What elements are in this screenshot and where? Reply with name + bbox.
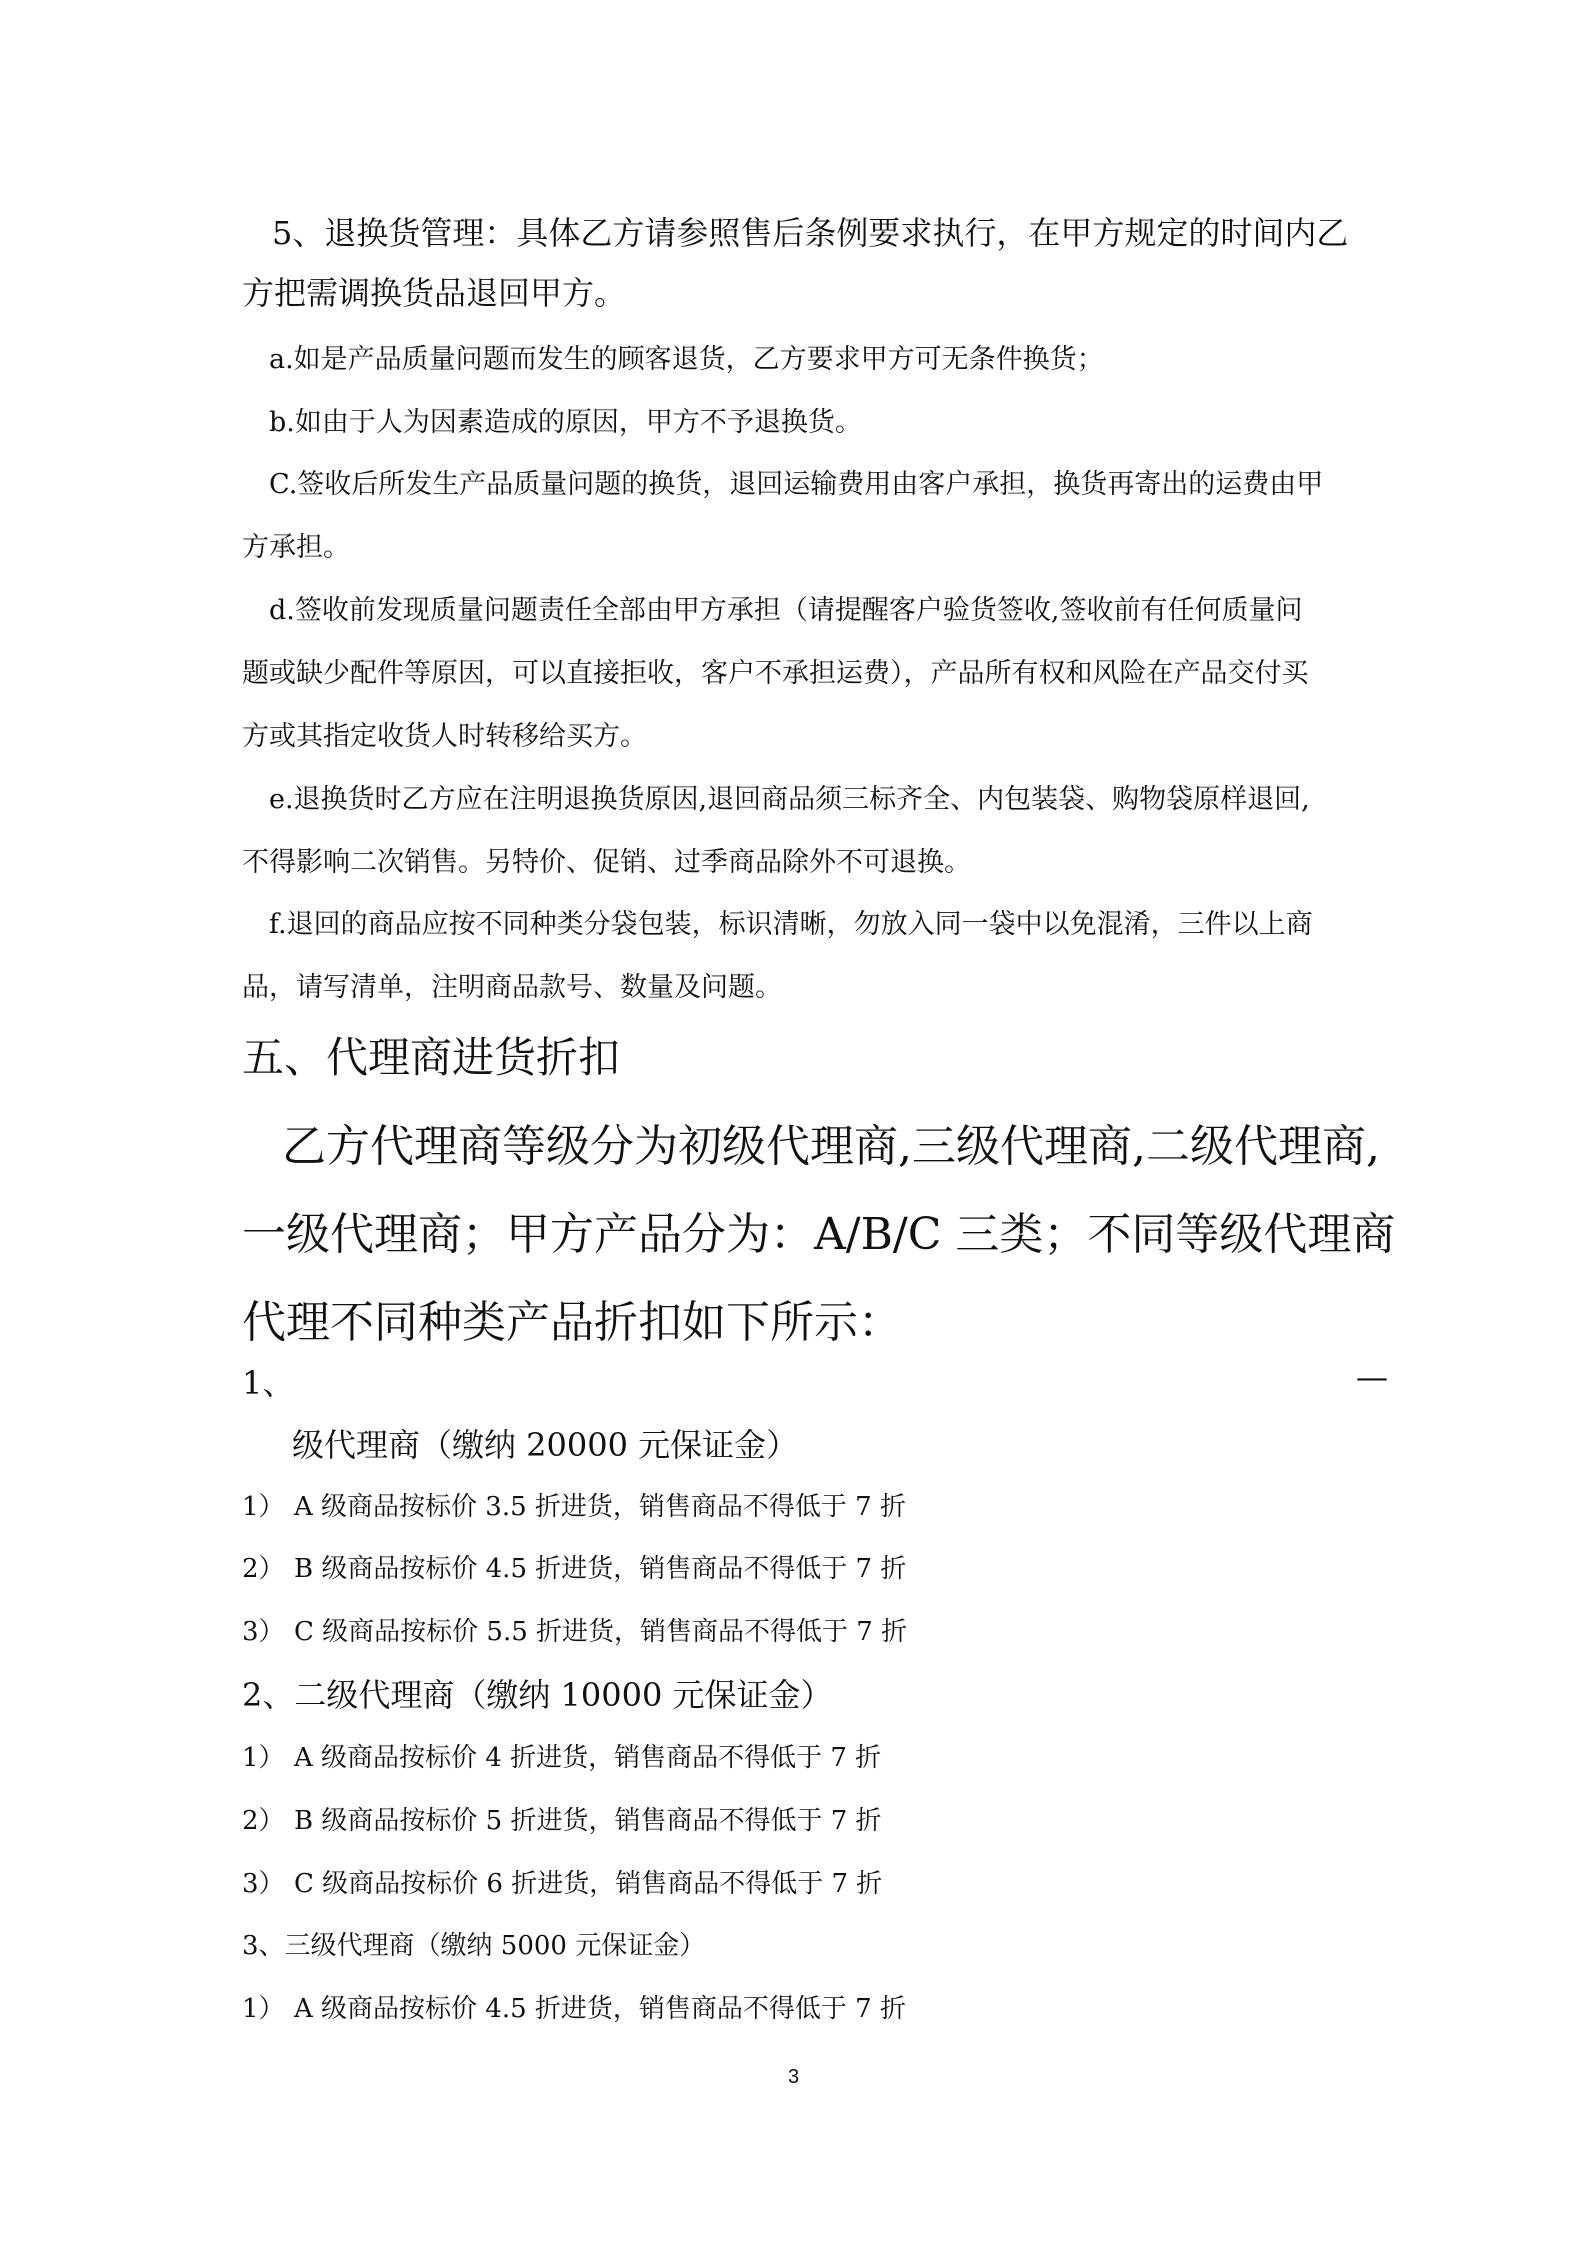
tier1-item — [242, 1611, 907, 1648]
tier1-heading-row — [242, 1358, 1388, 1404]
list-number: 2） — [242, 1554, 285, 1584]
list-number: 3） — [242, 1617, 285, 1647]
returns-item-e-line-1: e.退换货时乙方应在注明退换货原因,退回商品须三标齐全、内包装袋、购物袋原样退回, — [269, 784, 1310, 815]
returns-item-f-line-2: 品，请写清单，注明商品款号、数量及问题。 — [242, 972, 782, 1003]
list-text: A 级商品按标价 3.5 折进货，销售商品不得低于 7 折 — [294, 1492, 906, 1522]
tier1-item — [242, 1486, 906, 1523]
list-number: 3） — [242, 1869, 285, 1899]
list-text: C 级商品按标价 6 折进货，销售商品不得低于 7 折 — [294, 1869, 883, 1899]
list-text: A 级商品按标价 4.5 折进货，销售商品不得低于 7 折 — [294, 1994, 906, 2024]
list-number: 1） — [242, 1743, 285, 1773]
returns-item-f-line-1: f.退回的商品应按不同种类分袋包装，标识清晰，勿放入同一袋中以免混淆，三件以上商 — [269, 909, 1313, 940]
tier1-number: 1、 — [242, 1364, 295, 1402]
section-heading: 五、代理商进货折扣 — [242, 1033, 621, 1082]
returns-para-line-2: 方把需调换货品退回甲方。 — [242, 274, 627, 312]
list-text: C 级商品按标价 5.5 折进货，销售商品不得低于 7 折 — [294, 1617, 908, 1647]
returns-para-line-1: 5、退换货管理：具体乙方请参照售后条例要求执行，在甲方规定的时间内乙 — [272, 214, 1349, 252]
returns-item-c-line-2: 方承担。 — [242, 532, 350, 563]
tier2-item — [242, 1863, 882, 1900]
tier1-dash: — — [1356, 1358, 1388, 1396]
tier3-title: 3、三级代理商（缴纳 5000 元保证金） — [242, 1931, 706, 1961]
list-text: A 级商品按标价 4 折进货，销售商品不得低于 7 折 — [294, 1743, 882, 1773]
discount-intro-line-1: 乙方代理商等级分为初级代理商,三级代理商,二级代理商, — [282, 1121, 1380, 1172]
page-number: 3 — [787, 2066, 800, 2088]
returns-item-d-line-2: 题或缺少配件等原因，可以直接拒收，客户不承担运费），产品所有权和风险在产品交付买 — [242, 658, 1309, 689]
returns-item-d-line-3: 方或其指定收货人时转移给买方。 — [242, 721, 647, 752]
list-number: 1） — [242, 1492, 285, 1522]
returns-item-b: b.如由于人为因素造成的原因，甲方不予退换货。 — [269, 407, 862, 438]
tier3-item — [242, 1988, 906, 2025]
tier1-title: 级代理商（缴纳 20000 元保证金） — [292, 1426, 799, 1464]
tier2-item — [242, 1800, 882, 1837]
tier2-item — [242, 1737, 881, 1774]
tier2-title: 2、二级代理商（缴纳 10000 元保证金） — [242, 1676, 833, 1714]
returns-item-d-line-1: d.签收前发现质量问题责任全部由甲方承担（请提醒客户验货签收,签收前有任何质量问 — [269, 595, 1303, 626]
list-number: 2） — [242, 1806, 285, 1836]
discount-intro-line-3: 代理不同种类产品折扣如下所示： — [242, 1297, 902, 1348]
returns-item-a: a.如是产品质量问题而发生的顾客退货，乙方要求甲方可无条件换货； — [269, 344, 1104, 375]
list-text: B 级商品按标价 4.5 折进货，销售商品不得低于 7 折 — [294, 1554, 907, 1584]
returns-item-e-line-2: 不得影响二次销售。另特价、促销、过季商品除外不可退换。 — [242, 847, 971, 878]
list-number: 1） — [242, 1994, 285, 2024]
returns-item-c-line-1: C.签收后所发生产品质量问题的换货，退回运输费用由客户承担，换货再寄出的运费由甲 — [269, 469, 1324, 500]
discount-intro-line-2: 一级代理商；甲方产品分为：A/B/C 三类；不同等级代理商 — [242, 1209, 1396, 1260]
list-text: B 级商品按标价 5 折进货，销售商品不得低于 7 折 — [294, 1806, 882, 1836]
tier1-item — [242, 1548, 906, 1585]
